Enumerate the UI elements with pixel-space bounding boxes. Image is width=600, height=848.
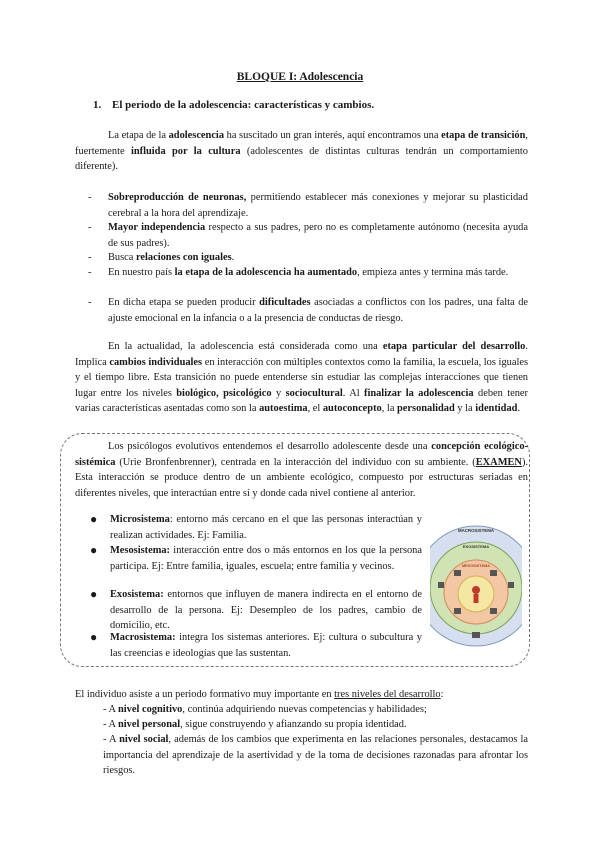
para-text: . Implica <box>75 341 528 368</box>
para-bold: finalizar la adolescencia <box>363 387 474 399</box>
level-desc: , además de los cambios que experimenta en las relaciones personales, destacamos la importancia del aprendizaje de la asertividad y de la toma de decisiones razonadas para afrontar los riesgos. <box>103 734 529 776</box>
development-level <box>103 732 528 779</box>
change-bold: dificultades <box>259 297 311 308</box>
intro-bold: etapa de transición <box>441 130 526 141</box>
para-bold: cambios individuales <box>109 356 203 368</box>
mesosystem-label: MESOSISTEMA <box>461 564 491 568</box>
change-text: En dicha etapa se pueden producir <box>108 297 260 308</box>
level-name: nivel personal <box>118 719 181 730</box>
box-text: ). Esta interacción se produce dentro de un ambiente ecológico, compuesto por estructuras seriadas en diferentes niveles, que interactúan entre sí y donde cada nivel contiene al anterior. <box>75 456 528 499</box>
para-text: y la <box>454 403 476 414</box>
system-name: Mesosistema: <box>110 545 171 556</box>
para-text: , la <box>381 403 398 414</box>
page-title: BLOQUE I: Adolescencia <box>236 71 364 83</box>
development-level <box>103 717 528 733</box>
neighbors-icon <box>490 608 497 614</box>
level-prefix: - A <box>103 734 120 745</box>
intro-text: , fuertemente <box>75 130 528 157</box>
intro-text: La etapa de la <box>108 130 169 141</box>
school-icon <box>454 570 461 576</box>
change-text: , empieza antes y termina más tarde. <box>357 267 509 278</box>
change-item: - Sobreproducción de neuronas, permitiendo establecer más conexiones y mejorar su plasticidad cerebral a la hora del aprendizaje. <box>88 192 528 219</box>
ecological-paragraph <box>75 439 528 501</box>
development-paragraph <box>75 339 528 417</box>
level-name: nivel cognitivo <box>118 704 183 715</box>
friends-icon <box>454 608 461 614</box>
intro-bold: adolescencia <box>168 130 225 141</box>
system-name: Microsistema <box>110 514 170 525</box>
level-prefix: - A <box>103 704 119 715</box>
para-text: . Al <box>342 387 364 399</box>
exosystem-label: EXOSISTEMA <box>462 544 490 549</box>
intro-text: ha suscitado un gran interés, aquí encontramos una <box>224 130 442 141</box>
community-icon <box>508 582 514 588</box>
system-desc: entornos que influyen de manera indirecta en el entorno de desarrollo de la persona. Ej: Desempleo de los padres, cambio de domicilio, etc. <box>110 589 422 631</box>
section-number: 1. <box>93 99 102 111</box>
para-bold: autoestima <box>259 403 308 414</box>
box-text: Los psicólogos evolutivos entendemos el desarrollo adolescente desde una <box>108 441 432 452</box>
level-prefix: - A <box>103 719 119 730</box>
change-text: Busca <box>108 252 136 263</box>
system-name: Macrosistema: <box>110 632 176 643</box>
para-text: , el <box>307 403 323 414</box>
level-desc: , continúa adquiriendo nuevas competencias y habilidades; <box>182 704 427 715</box>
change-bold: Mayor independencia <box>108 222 206 233</box>
para-bold: sociocultural <box>285 387 343 399</box>
para-text: en interacción con múltiples contextos como la familia, la escuela, los iguales y el tiempo libre. Esta transición no puede entenderse sin estudiar las complejas interacciones que tienen lugar entre los niveles <box>75 356 528 399</box>
para-bold: biológico, psicológico <box>176 387 272 399</box>
para-bold: autoconcepto <box>322 403 382 414</box>
bullet-icon: ● <box>90 512 98 526</box>
ecological-model-diagram <box>430 512 522 660</box>
change-item: - Mayor independencia respecto a sus padres, pero no es completamente autónomo (necesita ayuda de sus padres). <box>88 222 528 249</box>
para-text: En la actualidad, la adolescencia está considerada como una <box>108 341 383 352</box>
section-heading <box>93 98 374 114</box>
bullet-icon: ● <box>90 630 98 644</box>
change-text: permitiendo establecer más conexiones y mejorar su plasticidad cerebral a la hora del aprendizaje. <box>108 192 528 219</box>
system-name: Exosistema: <box>110 589 164 600</box>
system-desc: : entorno más cercano en el que las personas interactúan y realizan actividades. Ej: Familia. <box>110 514 422 541</box>
intro-paragraph <box>75 128 528 175</box>
system-desc: interacción entre dos o más entornos en los que la persona participa. Ej: Entre familia, iguales, escuela; entre familia y vecinos. <box>110 545 422 572</box>
closing-intro <box>75 687 528 703</box>
change-item: - En dicha etapa se pueden producir dificultades asociadas a conflictos con los padres, una falta de ajuste emocional en la infancia o a la presencia de conductas de riesgo. <box>88 297 528 324</box>
system-desc: integra los sistemas anteriores. Ej: cultura o subcultura y las creencias e ideologías que las sustentan. <box>110 632 422 659</box>
change-text: En nuestro país <box>108 267 175 278</box>
media-icon <box>472 632 480 638</box>
level-name: nivel social <box>119 734 169 745</box>
macrosystem-label: MACROSISTEMA <box>457 528 495 533</box>
closing-text: : <box>440 689 444 700</box>
closing-text: El individuo asiste a un periodo formativo muy importante en <box>75 689 335 700</box>
para-bold: identidad <box>475 403 518 414</box>
family-icon <box>490 570 497 576</box>
development-level <box>103 702 528 718</box>
bullet-icon: ● <box>90 587 98 601</box>
change-bold: la etapa de la adolescencia ha aumentado <box>174 267 358 278</box>
para-bold: personalidad <box>397 403 455 414</box>
work-icon <box>438 582 444 588</box>
change-bold: relaciones con iguales <box>136 252 232 263</box>
change-text: asociadas a conflictos con los padres, una falta de ajuste emocional en la infancia o a la presencia de conductas de riesgo. <box>108 297 528 324</box>
para-text: y <box>271 387 286 399</box>
closing-underline: tres niveles del desarrollo <box>334 689 441 700</box>
para-bold: etapa particular del desarrollo <box>382 341 526 352</box>
person-icon <box>472 586 480 594</box>
exam-tag: EXAMEN <box>475 456 522 468</box>
para-text: . <box>517 403 521 414</box>
change-bold: Sobreproducción de neuronas, <box>108 192 247 203</box>
intro-bold: influida por la cultura <box>130 145 241 157</box>
box-bold: concepción ecológico-sistémica <box>75 441 528 468</box>
change-text: respecto a sus padres, pero no es completamente autónomo (necesita ayuda de sus padres). <box>108 222 528 249</box>
section-heading-text: El periodo de la adolescencia: características y cambios. <box>112 99 375 111</box>
box-text: (Urie Bronfenbrenner), centrada en la interacción del individuo con su ambiente. ( <box>115 456 476 468</box>
intro-text: (adolescentes de distintas culturas tendrán un comportamiento diferente). <box>75 145 529 172</box>
para-text: deben tener varias características asentadas como son la <box>75 387 528 414</box>
change-item: - Busca relaciones con iguales. <box>88 252 235 263</box>
level-desc: , sigue construyendo y afianzando su propia identidad. <box>180 719 407 730</box>
bullet-icon: ● <box>90 543 98 557</box>
change-item: - En nuestro país la etapa de la adolescencia ha aumentado, empieza antes y termina más tarde. <box>88 267 509 278</box>
person-icon <box>474 594 479 603</box>
change-text: . <box>231 252 235 263</box>
